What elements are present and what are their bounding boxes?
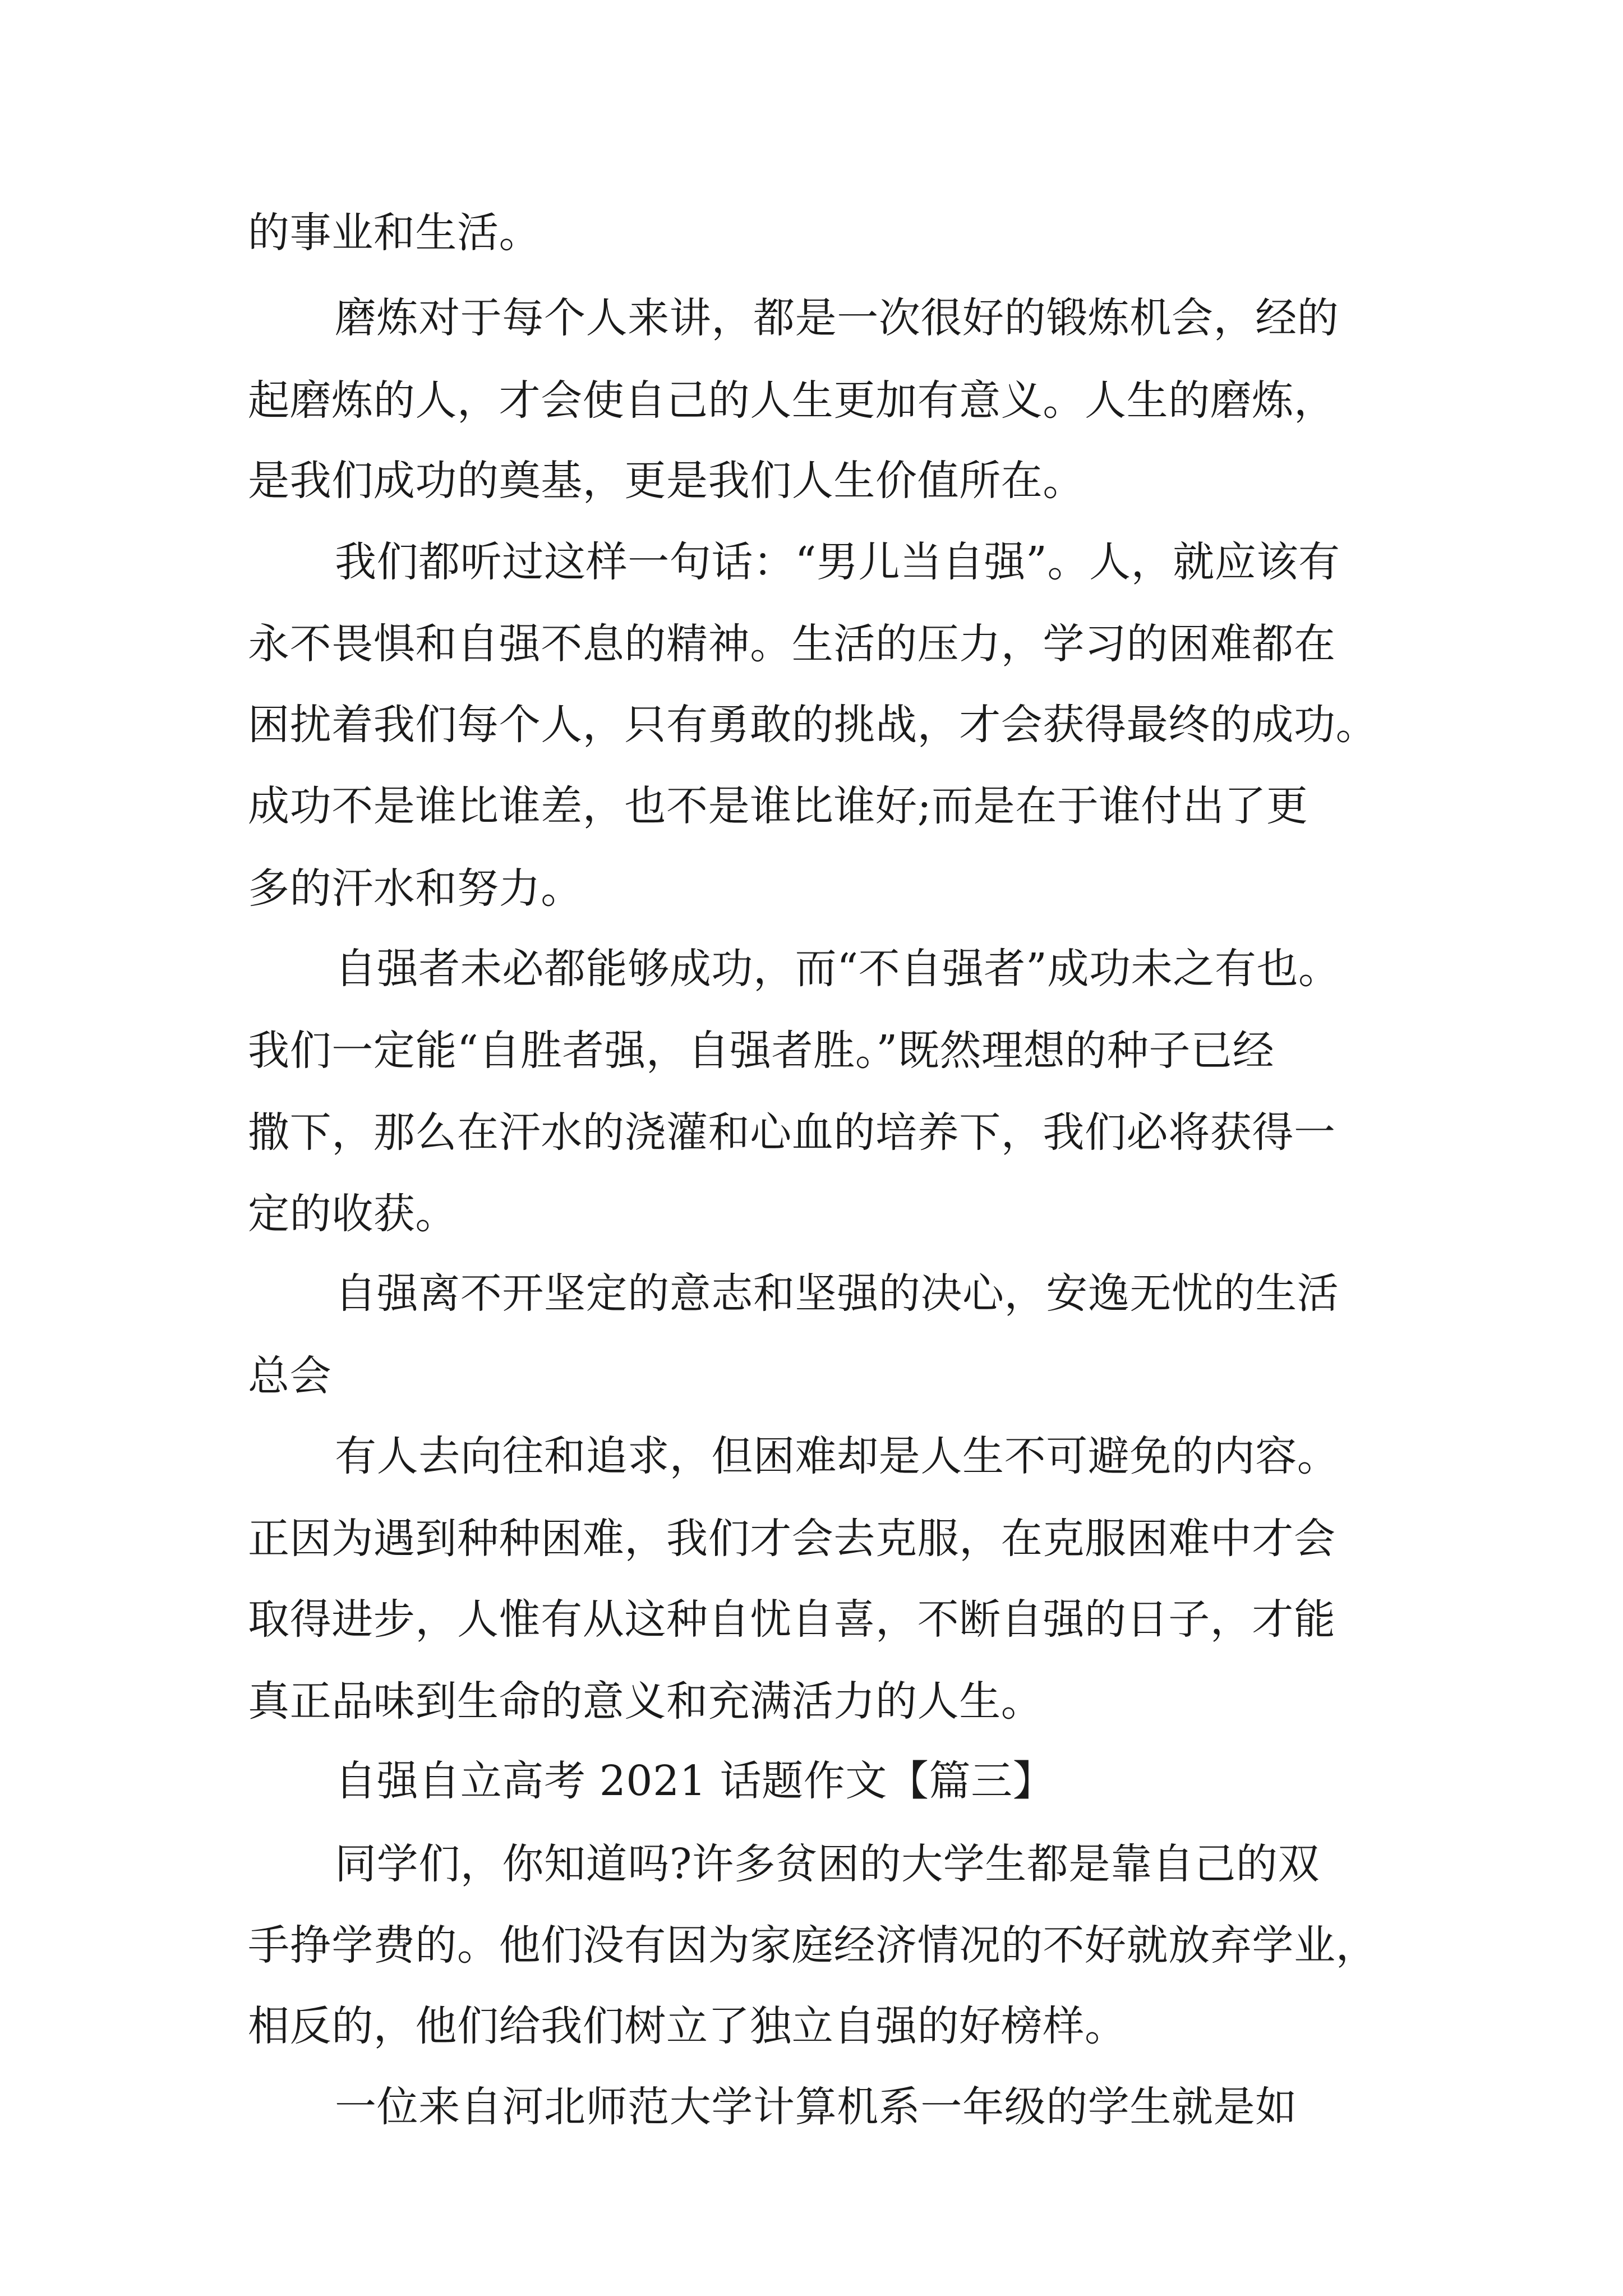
text-line: 真正品味到生命的意义和充满活力的人生。 (248, 1677, 1043, 1726)
text-line: 手挣学费的。他们没有因为家庭经济情况的不好就放弃学业， (248, 1921, 1378, 1970)
text-line: 取得进步，人惟有从这种自忧自喜，不断自强的日子，才能 (248, 1595, 1336, 1644)
text-line: 磨炼对于每个人来讲，都是一次很好的锻炼机会，经的 (335, 294, 1339, 342)
text-line: 一位来自河北师范大学计算机系一年级的学生就是如 (335, 2083, 1297, 2131)
text-line: 自强离不开坚定的意志和坚强的决心，安逸无忧的生活 (335, 1269, 1339, 1318)
text-line: 我们一定能“自胜者强，自强者胜。”既然理想的种子已经 (248, 1027, 1275, 1075)
text-line: 困扰着我们每个人，只有勇敢的挑战，才会获得最终的成功。 (248, 701, 1378, 749)
text-line: 自强者未必都能够成功，而“不自强者”成功未之有也。 (335, 945, 1340, 993)
text-line: 总会 (248, 1352, 332, 1400)
text-line: 多的汗水和努力。 (248, 864, 583, 913)
text-line: 有人去向往和追求，但困难却是人生不可避免的内容。 (335, 1432, 1339, 1480)
section-heading: 自强自立高考 2021 话题作文【篇三】 (335, 1757, 1055, 1805)
text-line: 撒下，那么在汗水的浇灌和心血的培养下，我们必将获得一 (248, 1108, 1336, 1157)
text-line: 定的收获。 (248, 1190, 457, 1238)
text-line: 成功不是谁比谁差，也不是谁比谁好;而是在于谁付出了更 (248, 782, 1308, 830)
text-line: 是我们成功的奠基，更是我们人生价值所在。 (248, 457, 1085, 505)
text-line: 同学们，你知道吗?许多贫困的大学生都是靠自己的双 (335, 1840, 1320, 1888)
text-line: 正因为遇到种种困难，我们才会去克服，在克服困难中才会 (248, 1515, 1336, 1563)
text-line: 我们都听过这样一句话：“男儿当自强”。人，就应该有 (335, 538, 1340, 586)
text-line: 的事业和生活。 (248, 209, 541, 257)
text-line: 起磨炼的人，才会使自己的人生更加有意义。人生的磨炼， (248, 376, 1336, 425)
text-line: 相反的，他们给我们树立了独立自强的好榜样。 (248, 2002, 1127, 2050)
text-line: 永不畏惧和自强不息的精神。生活的压力，学习的困难都在 (248, 620, 1336, 668)
